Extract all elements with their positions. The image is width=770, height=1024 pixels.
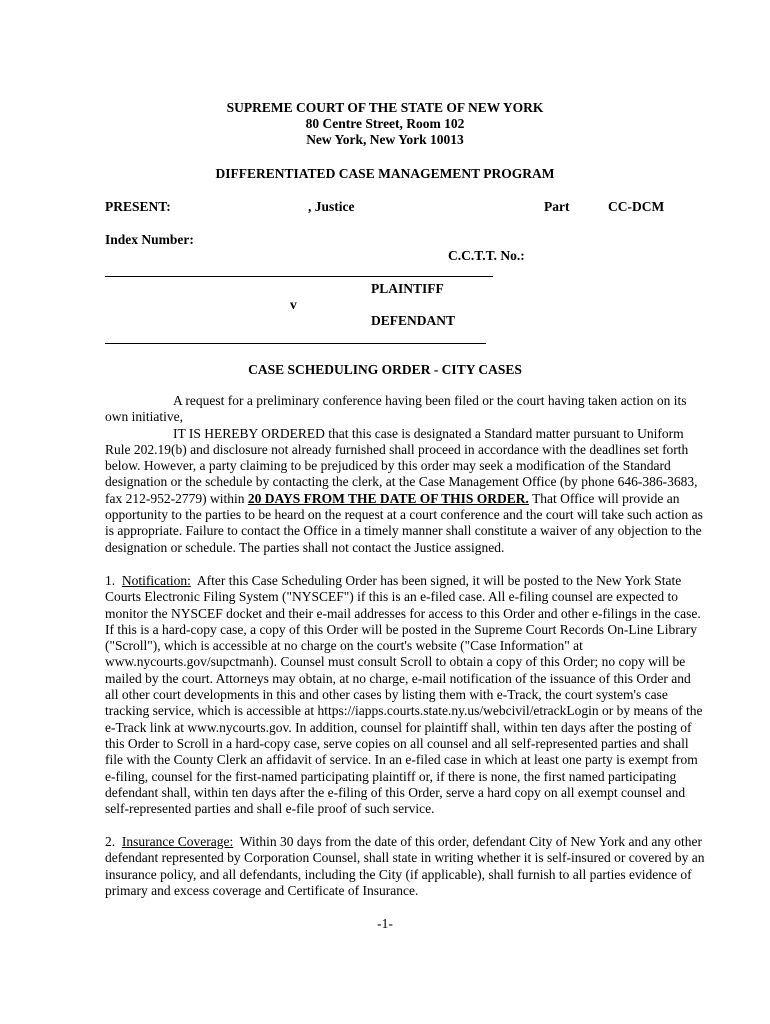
justice-label: , Justice bbox=[308, 199, 355, 214]
page-number: -1- bbox=[377, 916, 393, 931]
intro-paragraph: A request for a preliminary conference having been filed or the court having taken action on its own initiative, bbox=[105, 393, 687, 425]
present-label: PRESENT: bbox=[105, 199, 171, 214]
program-title: DIFFERENTIATED CASE MANAGEMENT PROGRAM bbox=[215, 166, 555, 181]
part-label: Part bbox=[544, 199, 570, 214]
court-address-line1: 80 Centre Street, Room 102 bbox=[305, 116, 465, 131]
insurance-paragraph bbox=[105, 834, 705, 899]
plaintiff-line bbox=[105, 276, 493, 277]
insurance-heading: Insurance Coverage: bbox=[121, 834, 234, 849]
notification-text: After this Case Scheduling Order has been signed, it will be posted to the New York State Courts Electronic Filing System ("NYSCEF") if this is an e-filed case. All e-filing counsel are expected to monitor the NYSCEF docket and their e-mail addresses for access to this Order and other e-filings in the case. If this is a hard-copy case, a copy of this Order will be posted in the Supreme Court Records On-Line Library ("Scroll"), which is accessible at no charge on the court's website ("Case Information" at www.nycourts.gov/supctmanh). Counsel must consult Scroll to obtain a copy of this Order; no copy will be mailed by the court. Attorneys may obtain, at no charge, e-mail notification of the issuance of this Order and all other court developments in this and other cases by listing them with e-Track, the court system's case tracking service, which is accessible at https://iapps.courts.state.ny.us/webcivil/etrackLogin or by means of the e-Track link at www.nycourts.gov. In addition, counsel for plaintiff shall, within ten days after the posting of this Order to Scroll in a hard-copy case, serve copies on all counsel and all self-represented parties and shall file with the County Clerk an affidavit of service. In an e-filed case in which at least one party is exempt from e-filing, counsel for the first-named participating plaintiff or, if there is none, the first named participating defendant shall, within ten days after the e-filing of this Order, serve a hard copy on all exempt counsel and self-represented parties and shall e-file proof of such service. bbox=[105, 573, 703, 817]
court-name: SUPREME COURT OF THE STATE OF NEW YORK bbox=[226, 100, 544, 115]
notification-paragraph bbox=[105, 573, 705, 817]
order-title: CASE SCHEDULING ORDER - CITY CASES bbox=[248, 362, 522, 377]
section-notification bbox=[105, 573, 705, 817]
court-address-line2: New York, New York 10013 bbox=[306, 132, 464, 147]
ordered-paragraph bbox=[105, 426, 705, 556]
deadline-emphasis: 20 DAYS FROM THE DATE OF THIS ORDER. bbox=[247, 490, 529, 506]
defendant-line bbox=[105, 343, 486, 344]
part-value: CC-DCM bbox=[608, 199, 665, 214]
notification-heading: Notification: bbox=[121, 573, 191, 588]
insurance-text: Within 30 days from the date of this order, defendant City of New York and any other defendant represented by Corporation Counsel, shall state in writing whether it is self-insured or covered by an insurance policy, and all defendants, including the City (if applicable), shall furnish to all parties evidence of primary and excess coverage and Certificate of Insurance. bbox=[105, 834, 705, 898]
index-number-label: Index Number: bbox=[105, 232, 194, 247]
versus-label: v bbox=[290, 297, 297, 312]
cctt-number-label: C.C.T.T. No.: bbox=[448, 248, 525, 263]
plaintiff-label: PLAINTIFF bbox=[371, 281, 444, 296]
order-body bbox=[105, 393, 705, 556]
notification-number: 1. bbox=[105, 573, 116, 588]
section-insurance bbox=[105, 834, 705, 899]
ordered-text-a: IT IS HEREBY ORDERED that this case is designated a Standard matter pursuant to Uniform Rule 202.19(b) and disclosure not already furnished shall proceed in accordance with the deadlines set forth below. However, a party claiming to be prejudiced by this order may seek a modification of the Standard designation or the schedule by contacting the clerk, at the Case Management Office (by phone 646-386-3683, fax 212-952-2779) within bbox=[105, 425, 698, 506]
defendant-label: DEFENDANT bbox=[371, 313, 456, 328]
insurance-number: 2. bbox=[105, 834, 116, 849]
ordered-text-b: That Office will provide an opportunity to the parties to be heard on the request at a court conference and the court will take such action as is appropriate. Failure to contact the Office in a timely manner shall constitute a waiver of any objection to the designation or schedule. The parties shall not contact the Justice assigned. bbox=[105, 490, 703, 555]
